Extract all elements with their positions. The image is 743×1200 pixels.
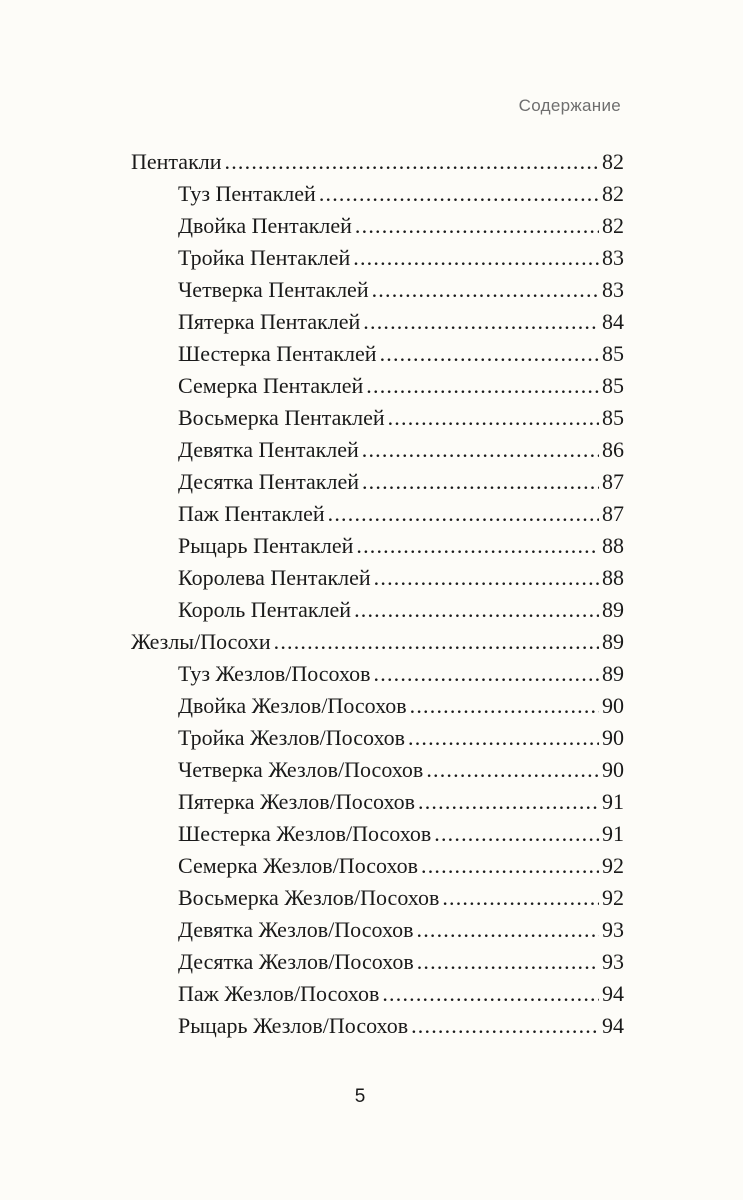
toc-entry-page: 89 [602,597,624,622]
dot-leader [417,946,599,978]
toc-entry-page: 91 [602,821,624,846]
toc-entry[interactable] [131,434,624,466]
dot-leader [362,466,599,498]
toc-entry-page: 90 [602,725,624,750]
toc-entry-title: Тройка Пентаклей [178,245,351,270]
toc-entry-title: Шестерка Пентаклей [178,341,377,366]
toc-entry-title: Четверка Жезлов/Посохов [178,757,424,782]
toc-entry-page: 86 [602,437,624,462]
toc-entry[interactable] [131,370,624,402]
toc-entry-title: Семерка Жезлов/Посохов [178,853,419,878]
toc-entry[interactable] [131,914,624,946]
toc-entry-title: Двойка Пентаклей [178,213,352,238]
toc-entry-page: 82 [602,213,624,238]
toc-entry-page: 94 [602,1013,624,1038]
toc-entry[interactable] [131,338,624,370]
toc-entry-page: 89 [602,661,624,686]
toc-entry-page: 92 [602,853,624,878]
dot-leader [366,370,599,402]
dot-leader [421,850,599,882]
dot-leader [362,434,599,466]
toc-entry-page: 88 [602,533,624,558]
toc-entry-page: 87 [602,501,624,526]
toc-entry-page: 85 [602,405,624,430]
toc-entry[interactable] [131,210,624,242]
dot-leader [319,178,599,210]
toc-entry-title: Тройка Жезлов/Посохов [178,725,405,750]
toc-entry-page: 82 [602,181,624,206]
dot-leader [417,914,600,946]
toc-entry-page: 92 [602,885,624,910]
toc-entry-page: 83 [602,245,624,270]
toc-entry-title: Туз Пентаклей [178,181,316,206]
toc-entry-page: 85 [602,341,624,366]
dot-leader [374,658,599,690]
toc-entry-page: 94 [602,981,624,1006]
toc-entry-title: Пятерка Жезлов/Посохов [178,789,416,814]
toc-entry-page: 82 [602,149,624,174]
toc-entry-page: 90 [602,757,624,782]
running-head: Содержание [518,96,621,115]
toc-entry-title: Восьмерка Пентаклей [178,405,385,430]
dot-leader [388,402,599,434]
toc-entry-title: Жезлы/Посохи [131,629,271,654]
dot-leader [328,498,599,530]
dot-leader [442,882,599,914]
dot-leader [382,978,599,1010]
toc-entry[interactable] [131,850,624,882]
toc-entry[interactable] [131,402,624,434]
toc-entry-title: Пентакли [131,149,222,174]
toc-entry-title: Девятка Пентаклей [178,437,359,462]
toc-entry[interactable] [131,882,624,914]
toc-entry[interactable] [131,978,624,1010]
toc-entry-title: Восьмерка Жезлов/Посохов [178,885,440,910]
toc-entry-page: 90 [602,693,624,718]
dot-leader [274,626,599,658]
toc-entry-title: Десятка Пентаклей [178,469,359,494]
toc-entry[interactable] [131,594,624,626]
toc-entry-title: Рыцарь Жезлов/Посохов [178,1013,409,1038]
toc-section-entry[interactable] [131,626,624,658]
dot-leader [354,594,599,626]
toc-entry[interactable] [131,242,624,274]
toc-entry[interactable] [131,530,624,562]
dot-leader [408,722,599,754]
toc-entry-title: Девятка Жезлов/Посохов [178,917,414,942]
toc-entry[interactable] [131,466,624,498]
dot-leader [356,530,599,562]
toc-entry[interactable] [131,306,624,338]
toc-entry[interactable] [131,178,624,210]
toc-entry[interactable] [131,946,624,978]
dot-leader [411,1010,599,1042]
toc-entry[interactable] [131,274,624,306]
table-of-contents [131,146,624,1042]
toc-entry-page: 93 [602,917,624,942]
toc-entry[interactable] [131,754,624,786]
toc-entry[interactable] [131,498,624,530]
dot-leader [225,146,599,178]
dot-leader [355,210,599,242]
toc-entry[interactable] [131,1010,624,1042]
toc-entry-title: Десятка Жезлов/Посохов [178,949,414,974]
toc-entry-title: Семерка Пентаклей [178,373,364,398]
toc-entry-title: Шестерка Жезлов/Посохов [178,821,432,846]
dot-leader [353,242,599,274]
toc-entry-title: Двойка Жезлов/Посохов [178,693,407,718]
toc-entry[interactable] [131,818,624,850]
toc-entry-title: Туз Жезлов/Посохов [178,661,371,686]
toc-entry[interactable] [131,722,624,754]
toc-entry-page: 91 [602,789,624,814]
dot-leader [410,690,599,722]
toc-entry-title: Паж Пентаклей [178,501,325,526]
toc-entry-page: 85 [602,373,624,398]
dot-leader [426,754,599,786]
toc-entry-title: Четверка Пентаклей [178,277,369,302]
dot-leader [434,818,599,850]
toc-section-entry[interactable] [131,146,624,178]
dot-leader [374,562,599,594]
dot-leader [363,306,599,338]
dot-leader [380,338,599,370]
toc-entry-page: 88 [602,565,624,590]
toc-entry-title: Король Пентаклей [178,597,352,622]
toc-entry[interactable] [131,562,624,594]
toc-entry-title: Паж Жезлов/Посохов [178,981,380,1006]
toc-entry-title: Пятерка Пентаклей [178,309,361,334]
toc-entry-page: 83 [602,277,624,302]
toc-entry-page: 93 [602,949,624,974]
toc-entry[interactable] [131,786,624,818]
toc-entry[interactable] [131,690,624,722]
toc-entry-page: 87 [602,469,624,494]
dot-leader [372,274,599,306]
toc-entry-title: Рыцарь Пентаклей [178,533,354,558]
toc-entry-title: Королева Пентаклей [178,565,371,590]
dot-leader [418,786,599,818]
toc-entry-page: 89 [602,629,624,654]
toc-entry-page: 84 [602,309,624,334]
toc-entry[interactable] [131,658,624,690]
page-number: 5 [354,1086,366,1107]
